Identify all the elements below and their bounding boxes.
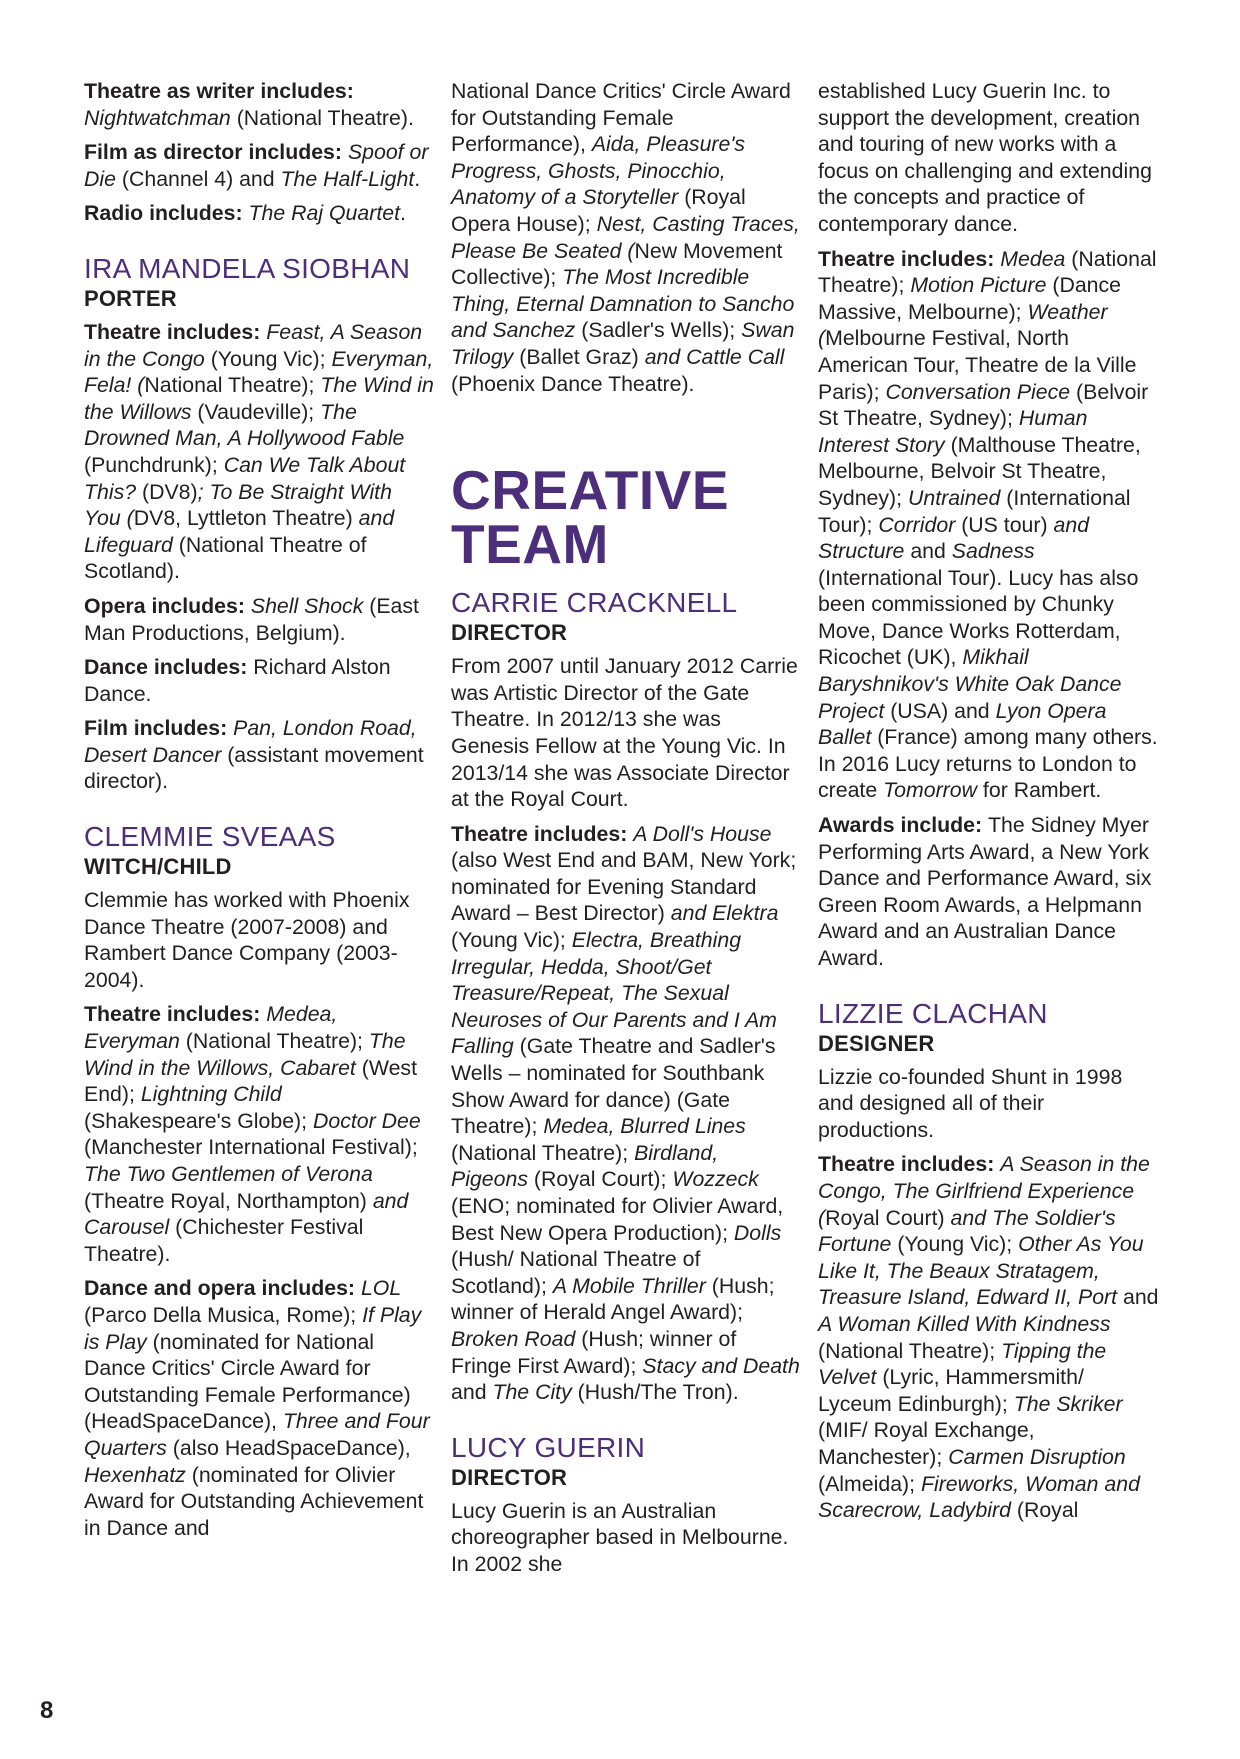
work-title: Nest, Casting Traces, Please Be Seated ( (451, 211, 800, 263)
credit-text: (International Tour); (818, 485, 1131, 537)
credit-text: (USA) and (884, 698, 996, 723)
work-title: Nightwatchman (84, 105, 231, 130)
work-title: Corridor (878, 512, 956, 537)
credit-text: Clemmie has worked with Phoenix Dance Theatre (2007-2008) and Rambert Dance Company (2003-2004). (84, 888, 410, 992)
credit-text: (Hush; winner of Fringe First Award); (451, 1326, 737, 1378)
work-title: Carmen Disruption (948, 1444, 1126, 1469)
credit-text: (National Theatre). (230, 105, 414, 130)
credit-text: (West End); (84, 1055, 417, 1107)
credit-text: (France) among many others. In 2016 Lucy returns to London to create (818, 725, 1158, 803)
column-right (818, 78, 1163, 1532)
credit-text: (Shakespeare's Globe); (84, 1108, 313, 1133)
credit-text: (Young Vic); (891, 1232, 1019, 1257)
credit-text: (Royal (1010, 1498, 1079, 1523)
radio-credits (84, 200, 434, 227)
work-title: Swan Trilogy (451, 318, 795, 369)
work-title: Tomorrow (883, 778, 978, 803)
work-title: Tipping the Velvet (818, 1338, 1107, 1390)
work-title: If Play is Play (84, 1302, 422, 1354)
spacer (84, 235, 434, 253)
credit-text: (National Theatre); (179, 1029, 369, 1054)
credit-label: Opera includes: (84, 593, 251, 618)
work-title: Aida, Pleasure's Progress, Ghosts, Pinocchio, Anatomy of a Storyteller (451, 132, 746, 210)
spacer (451, 405, 801, 463)
person-name: CARRIE CRACKNELL (451, 587, 738, 619)
section-title: CREATIVE TEAM (451, 459, 730, 576)
credit-label: Film as director includes: (84, 140, 348, 165)
work-title: The Wind in the Willows (84, 373, 434, 424)
work-title: Untrained (907, 485, 1001, 510)
work-title: and Lifeguard (84, 506, 395, 557)
credit-text: (National Theatre); (818, 1338, 1002, 1363)
credit-text: Royal Court) (825, 1205, 951, 1230)
film-credits (84, 715, 434, 795)
credit-text: (International Tour). Lucy has also been commissioned by Chunky Move, Dance Works Rotterdam, Ricochet (UK), (818, 565, 1139, 670)
credit-text: Lucy Guerin is an Australian choreographer based in Melbourne. In 2002 she (451, 1498, 789, 1576)
credit-text: (Hush/The Tron). (571, 1380, 739, 1405)
credit-label: Dance and opera includes: (84, 1276, 361, 1301)
work-title: and Cattle Call (644, 344, 785, 369)
work-title: Human Interest Story (818, 406, 1088, 457)
page-number: 8 (40, 1697, 54, 1724)
work-title: The City (492, 1380, 572, 1405)
work-title: A Season in the Congo, The Girlfriend Experience ( (818, 1152, 1150, 1230)
person-role: PORTER (84, 285, 177, 311)
credit-label: Theatre as writer includes: (84, 79, 354, 103)
work-title: Lyon Opera Ballet (818, 698, 1107, 750)
column-left (84, 78, 434, 1549)
credit-text: New Movement Collective); (451, 238, 783, 290)
credit-label: Dance includes: (84, 655, 254, 680)
work-title: Hexenhatz (84, 1462, 186, 1487)
work-title: The Skriker (1013, 1391, 1123, 1416)
dance-opera-credits (84, 1275, 434, 1541)
credit-text: (Lyric, Hammersmith/ Lyceum Edinburgh); (818, 1365, 1084, 1416)
work-title: Can We Talk About This? (84, 452, 406, 504)
credit-text: (US tour) (955, 512, 1054, 537)
spacer (84, 803, 434, 821)
work-title: The Two Gentlemen of Verona (84, 1162, 373, 1186)
credit-text: (Theatre Royal, Northampton) (84, 1188, 373, 1213)
work-title: A Woman Killed With Kindness (818, 1311, 1111, 1336)
work-title: Mikhail Baryshnikov's White Oak Dance Project (818, 645, 1122, 723)
column-middle (451, 78, 801, 1586)
credit-text: and (1117, 1285, 1159, 1310)
credit-text: (Manchester International Festival); (84, 1135, 418, 1160)
work-title: The Raj Quartet (248, 201, 400, 226)
credit-text: DV8, Lyttleton Theatre) (133, 506, 359, 531)
credit-text: (ENO; nominated for Olivier Award, Best New Opera Production); (451, 1194, 784, 1245)
theatre-credits (818, 246, 1163, 804)
bio-paragraph (451, 653, 801, 813)
credit-text: (Young Vic); (204, 346, 332, 371)
work-title: Shell Shock (250, 593, 364, 618)
work-title: and Structure (818, 512, 1090, 564)
work-title: ; To Be Straight With You ( (84, 479, 392, 531)
credit-label: Awards include: (818, 813, 989, 838)
person-role: DIRECTOR (451, 620, 568, 646)
work-title: Everyman, Fela! ( (84, 346, 434, 398)
credit-text: (Sadler's Wells); (575, 318, 742, 343)
dance-credits (84, 654, 434, 707)
credit-label: Theatre includes: (451, 821, 634, 846)
work-title: Feast, A Season in the Congo (84, 319, 423, 371)
person-role: DESIGNER (818, 1030, 935, 1056)
credit-text: Lizzie co-founded Shunt in 1998 and designed all of their productions. (818, 1064, 1123, 1142)
theatre-credits (84, 1001, 434, 1267)
credit-text: From 2007 until January 2012 Carrie was Artistic Director of the Gate Theatre. In 2012/13 she was Genesis Fellow at the Young Vic. In 2013/14 she was Associate Director at the Royal Court. (451, 654, 798, 812)
work-title: and Elektra (670, 901, 779, 926)
credit-text: (DV8) (136, 479, 198, 504)
film-director-credits (84, 139, 434, 192)
theatre-credits (818, 1151, 1163, 1523)
credit-text: (Malthouse Theatre, Melbourne, Belvoir St Theatre, Sydney); (818, 432, 1141, 510)
credit-label: Theatre includes: (818, 246, 1001, 271)
credit-text: (also West End and BAM, New York; nominated for Evening Standard Award – Best Director) (451, 848, 797, 926)
credit-text: (National Theatre of Scotland). (84, 532, 367, 584)
credit-text: . (400, 201, 406, 226)
credit-text: established Lucy Guerin Inc. to support the development, creation and touring of new works with a focus on challenging and extending the concepts and practice of contemporary dance. (818, 79, 1152, 236)
work-title: Pan, London Road, Desert Dancer (84, 716, 417, 767)
work-title: Broken Road (451, 1326, 576, 1351)
work-title: Spoof or Die (84, 140, 429, 191)
work-title: Fireworks, Woman and Scarecrow, Ladybird (818, 1471, 1140, 1523)
work-title: Medea, Everyman (84, 1002, 338, 1054)
opera-credits (84, 593, 434, 646)
credit-text: (National Theatre); (818, 246, 1157, 298)
credit-text: (Young Vic); (451, 928, 572, 953)
credit-text: (nominated for Olivier Award for Outstanding Achievement in Dance and (84, 1462, 424, 1540)
work-title: Medea (1000, 246, 1066, 271)
credit-text: (also HeadSpaceDance), (166, 1435, 411, 1460)
bio-paragraph (84, 887, 434, 993)
credit-text: (Punchdrunk); (84, 452, 224, 477)
work-title: The Half-Light (280, 166, 415, 191)
person-name: LIZZIE CLACHAN (818, 997, 1048, 1029)
writer-credits (84, 78, 434, 131)
work-title: Other As You Like It, The Beaux Stratagem, Treasure Island, Edward II, Port (818, 1232, 1144, 1310)
work-title: Sadness (951, 539, 1035, 564)
work-title: Conversation Piece (885, 379, 1071, 404)
bio-paragraph (451, 1498, 801, 1578)
spacer (818, 980, 1163, 998)
work-title: A Doll's House (633, 821, 772, 846)
credit-label: Film includes: (84, 716, 234, 741)
theatre-credits (451, 821, 801, 1406)
credit-text: National Theatre); (144, 373, 321, 398)
work-title: Lightning Child (140, 1082, 282, 1107)
credit-label: Theatre includes: (84, 319, 267, 344)
awards (818, 812, 1163, 972)
credit-text: (Vaudeville); (191, 399, 321, 424)
bio-paragraph (818, 1064, 1163, 1144)
credit-text: The Sidney Myer Performing Arts Award, a New York Dance and Performance Award, six Green Room Awards, a Helpmann Award and an Australian Dance Award. (818, 813, 1152, 970)
person-name: IRA MANDELA SIOBHAN (84, 252, 411, 284)
credit-label: Theatre includes: (84, 1002, 267, 1027)
work-title: Weather ( (818, 299, 1108, 351)
credit-text: National Dance Critics' Circle Award for Outstanding Female Performance), (451, 79, 791, 157)
person-role: WITCH/CHILD (84, 854, 232, 880)
work-title: Motion Picture (910, 273, 1047, 298)
credit-text: (Almeida); (818, 1471, 921, 1496)
credit-text: (Hush; winner of Herald Angel Award); (451, 1273, 775, 1325)
work-title: Doctor Dee (312, 1108, 421, 1133)
credit-label: Theatre includes: (818, 1152, 1001, 1177)
person-name: LUCY GUERIN (451, 1431, 646, 1463)
work-title: The Drowned Man, A Hollywood Fable (84, 399, 405, 451)
person-name: CLEMMIE SVEAAS (84, 821, 336, 853)
work-title: Birdland, Pigeons (451, 1140, 719, 1192)
work-title: A Mobile Thriller (552, 1273, 706, 1298)
work-title: and The Soldier's Fortune (818, 1205, 1116, 1257)
credit-text: (Ballet Graz) (513, 344, 645, 369)
credit-text: Melbourne Festival, North American Tour, Theatre de la Ville Paris); (818, 326, 1137, 404)
credit-text: . (414, 166, 421, 191)
work-title: Stacy and Death (642, 1353, 800, 1378)
work-title: LOL (360, 1276, 402, 1301)
credit-text: (nominated for National Dance Critics' Circle Award for Outstanding Female Performance) (HeadSpaceDance), (84, 1329, 411, 1434)
credit-text: (East Man Productions, Belgium). (84, 593, 419, 645)
work-title: Medea, Blurred Lines (543, 1114, 746, 1139)
credit-text: (Parco Della Musica, Rome); (84, 1302, 363, 1327)
work-title: Wozzeck (672, 1167, 759, 1192)
credit-label: Radio includes: (84, 201, 249, 226)
credit-text: and (904, 539, 952, 564)
work-title: Three and Four Quarters (84, 1409, 430, 1460)
work-title: Dolls (733, 1220, 782, 1245)
work-title: Electra, Breathing Irregular, Hedda, Shoot/Get Treasure/Repeat, The Sexual Neuroses of Our Parents and I Am Falling (451, 928, 777, 1059)
credit-text: (Channel 4) and (115, 166, 281, 191)
credit-text: (Hush/ National Theatre of Scotland); (451, 1247, 701, 1298)
credit-text: (Royal Opera House); (451, 185, 746, 236)
credit-text: (Royal Court); (527, 1167, 673, 1192)
person-role: DIRECTOR (451, 1464, 568, 1490)
credit-text: and (451, 1380, 493, 1405)
theatre-credits (84, 319, 434, 585)
credit-text: for Rambert. (977, 778, 1102, 803)
credit-text: Richard Alston Dance. (84, 655, 391, 706)
work-title: and Carousel (84, 1188, 409, 1240)
credit-text: (Belvoir St Theatre, Sydney); (818, 379, 1149, 431)
bio-paragraph-continued (818, 78, 1163, 238)
credit-text: (MIF/ Royal Exchange, Manchester); (818, 1418, 1035, 1469)
work-title: The Most Incredible Thing, Eternal Damnation to Sancho and Sanchez (451, 265, 795, 343)
work-title: The Wind in the Willows, Cabaret (84, 1029, 406, 1080)
credit-text: (Chichester Festival Theatre). (84, 1215, 364, 1266)
credit-text: (National Theatre); (451, 1140, 635, 1165)
spacer (451, 1414, 801, 1432)
credit-text: (Gate Theatre and Sadler's Wells – nominated for Southbank Show Award for dance) (Gate Theatre); (451, 1034, 776, 1139)
credit-text: (Phoenix Dance Theatre). (451, 371, 695, 396)
dance-credits-continued (451, 78, 801, 397)
credit-text: (assistant movement director). (84, 742, 424, 794)
credit-text: (Dance Massive, Melbourne); (818, 273, 1122, 324)
